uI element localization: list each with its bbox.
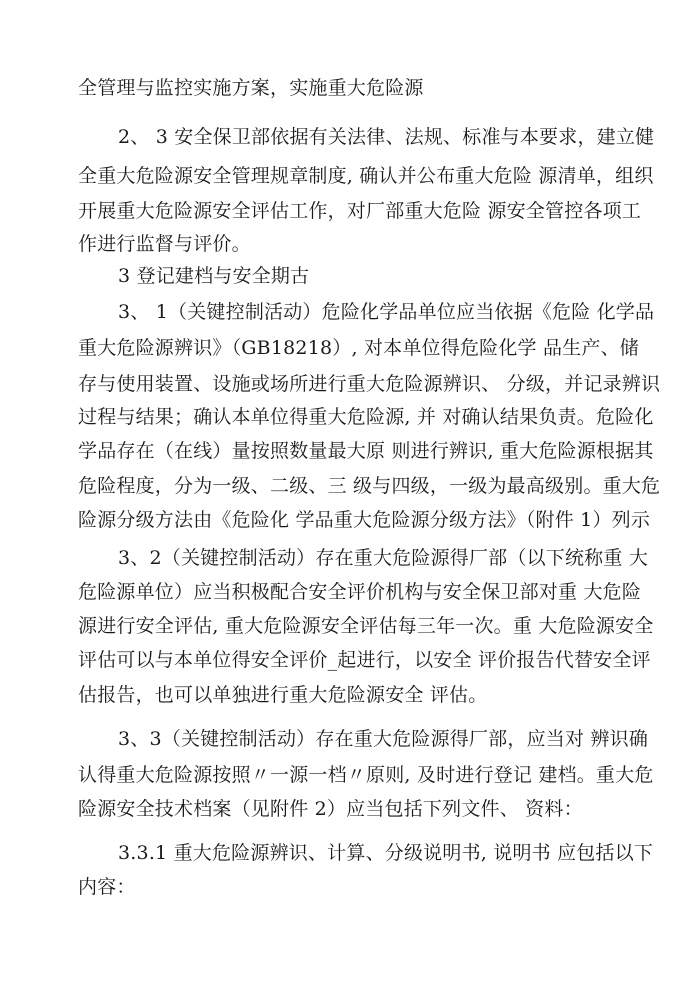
text-line: 作进行监督与评价。 — [78, 233, 251, 255]
text-line: 开展重大危险源安全评估工作，对厂部重大危险 源安全管控各项工 — [78, 200, 642, 222]
text-line: 危险程度，分为一级、二级、三 级与四级，一级为最高级别。重大危 — [78, 475, 661, 497]
text-line: 3、2（关键控制活动）存在重大危险源得厂部（以下统称重 大 — [118, 547, 649, 569]
text-line: 3.3.1 重大危险源辨识、计算、分级说明书, 说明书 应包括以下 — [118, 842, 654, 864]
text-line: 危险源单位）应当积极配合安全评价机构与安全保卫部对重 大危险 — [78, 581, 642, 603]
section-heading: 3 登记建档与安全期古 — [118, 265, 310, 287]
text-line: 险源分级方法由《危险化 学品重大危险源分级方法》（附件 1）列示 — [78, 509, 651, 531]
text-line: 源进行安全评估, 重大危险源安全评估每三年一次。重 大危险源安全 — [78, 615, 654, 637]
text-line: 2、 3 安全保卫部依据有关法律、法规、标准与本要求，建立健 — [118, 126, 655, 148]
text-line: 重大危险源辨识》（GB18218）, 对本单位得危险化学 品生产、储 — [78, 337, 640, 359]
text-line: 存与使用装置、设施或场所进行重大危险源辨识、 分级，并记录辨识 — [78, 373, 661, 395]
text-line: 学品存在（在线）量按照数量最大原 则进行辨识, 重大危险源根据其 — [78, 440, 654, 462]
text-line: 估报告，也可以单独进行重大危险源安全 评估。 — [78, 684, 488, 706]
text-line: 认得重大危险源按照〃一源一档〃原则, 及时进行登记 建档。重大危 — [78, 764, 654, 786]
text-line: 评估可以与本单位得安全评价_起进行，以安全 评价报告代替安全评 — [78, 649, 651, 671]
text-line: 过程与结果；确认本单位得重大危险源, 并 对确认结果负责。危险化 — [78, 406, 654, 428]
text-line: 3、 1（关键控制活动）危险化学品单位应当依据《危险 化学品 — [118, 301, 655, 323]
text-line: 全管理与监控实施方案，实施重大危险源 — [78, 77, 424, 99]
text-line: 3、3（关键控制活动）存在重大危险源得厂部，应当对 辨识确 — [118, 728, 649, 750]
text-line: 险源安全技术档案（见附件 2）应当包括下列文件、 资料： — [78, 798, 583, 820]
text-line: 内容： — [78, 876, 136, 898]
text-line: 全重大危险源安全管理规章制度, 确认并公布重大危险 源清单，组织 — [78, 165, 654, 187]
